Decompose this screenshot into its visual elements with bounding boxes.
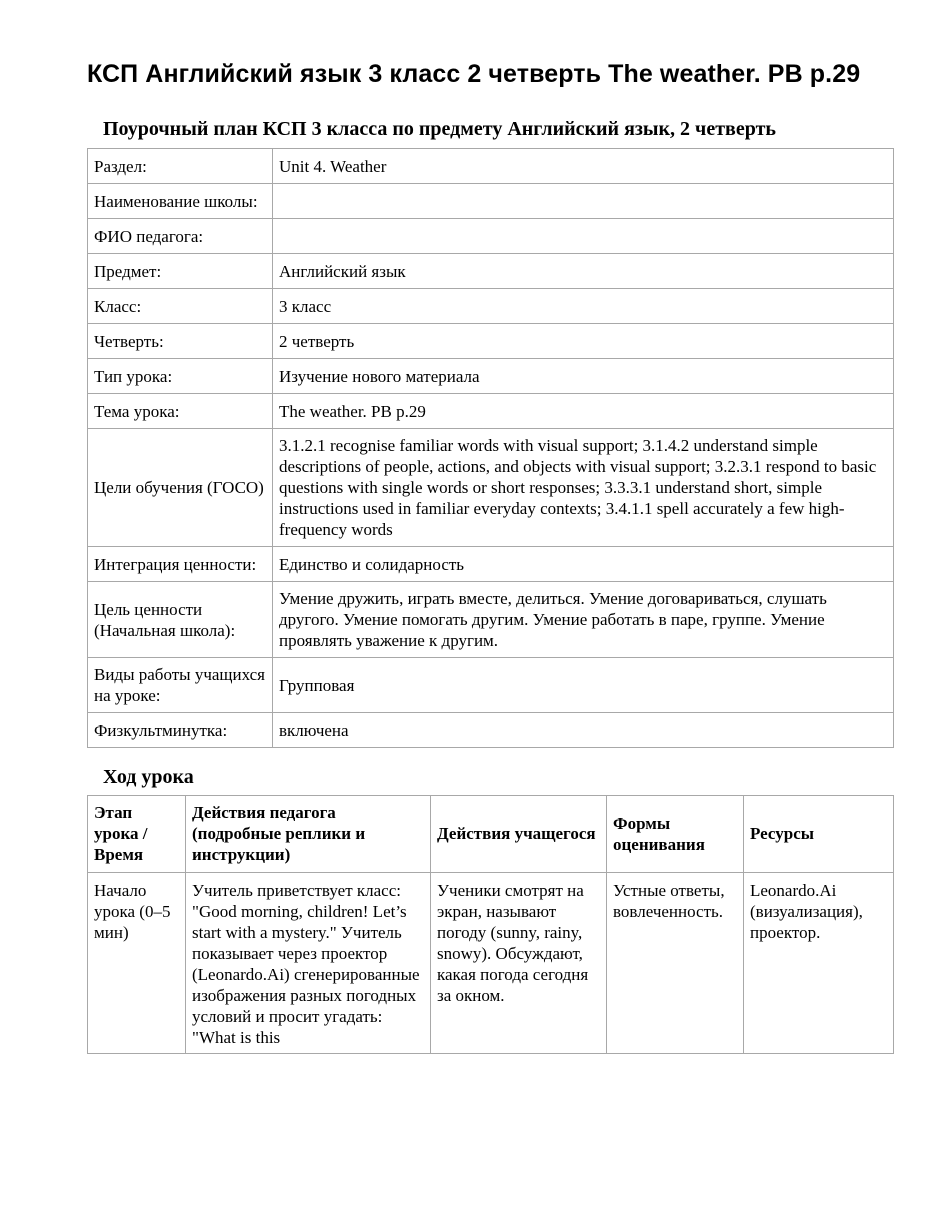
info-label: Раздел: xyxy=(88,149,273,184)
info-label: Интеграция ценности: xyxy=(88,547,273,582)
info-row xyxy=(88,219,894,254)
info-label: Четверть: xyxy=(88,324,273,359)
info-row xyxy=(88,713,894,748)
info-value: включена xyxy=(273,713,894,748)
steps-cell: Начало урока (0–5 мин) xyxy=(88,873,186,1054)
info-value xyxy=(273,219,894,254)
info-row xyxy=(88,582,894,658)
steps-column-header: Этап урока / Время xyxy=(88,796,186,873)
steps-column-header: Действия учащегося xyxy=(431,796,607,873)
info-label: ФИО педагога: xyxy=(88,219,273,254)
info-value: Единство и солидарность xyxy=(273,547,894,582)
info-row xyxy=(88,184,894,219)
info-value: 2 четверть xyxy=(273,324,894,359)
info-label: Цель ценности (Начальная школа): xyxy=(88,582,273,658)
info-row xyxy=(88,547,894,582)
info-value: Изучение нового материала xyxy=(273,359,894,394)
plan-heading: Поурочный план КСП 3 класса по предмету Английский язык, 2 четверть xyxy=(103,118,776,140)
steps-column-header: Действия педагога (подробные реплики и инструкции) xyxy=(186,796,431,873)
info-label: Наименование школы: xyxy=(88,184,273,219)
steps-column-header: Ресурсы xyxy=(744,796,894,873)
info-row xyxy=(88,394,894,429)
steps-cell: Ученики смотрят на экран, называют погоду (sunny, rainy, snowy). Обсуждают, какая погода сегодня за окном. xyxy=(431,873,607,1054)
info-label: Виды работы учащихся на уроке: xyxy=(88,658,273,713)
info-row xyxy=(88,254,894,289)
info-label: Физкультминутка: xyxy=(88,713,273,748)
info-value: Unit 4. Weather xyxy=(273,149,894,184)
info-value: Умение дружить, играть вместе, делиться. Умение договариваться, слушать другого. Умение помогать другим. Умение работать в паре, группе. Умение проявлять уважение к другим. xyxy=(273,582,894,658)
info-label: Класс: xyxy=(88,289,273,324)
info-value: Групповая xyxy=(273,658,894,713)
info-label: Предмет: xyxy=(88,254,273,289)
info-label: Тема урока: xyxy=(88,394,273,429)
info-row xyxy=(88,658,894,713)
info-value: The weather. PB p.29 xyxy=(273,394,894,429)
info-value: 3 класс xyxy=(273,289,894,324)
steps-table-body xyxy=(88,873,894,1054)
info-row xyxy=(88,324,894,359)
info-label: Цели обучения (ГОСО) xyxy=(88,429,273,547)
info-label: Тип урока: xyxy=(88,359,273,394)
info-row xyxy=(88,359,894,394)
info-row xyxy=(88,149,894,184)
info-value xyxy=(273,184,894,219)
document-page xyxy=(87,58,893,1054)
info-value: Английский язык xyxy=(273,254,894,289)
steps-header-row xyxy=(88,796,894,873)
lesson-info-table xyxy=(87,148,894,748)
steps-row xyxy=(88,873,894,1054)
lesson-steps-heading: Ход урока xyxy=(103,766,194,788)
steps-cell: Учитель приветствует класс: "Good morning, children! Let’s start with a mystery." Учитель показывает через проектор (Leonardo.Ai) сгенерированные изображения разных погодных условий и просит угадать: "What is this xyxy=(186,873,431,1054)
steps-cell: Устные ответы, вовлеченность. xyxy=(607,873,744,1054)
document-title: КСП Английский язык 3 класс 2 четверть The weather. PB p.29 xyxy=(87,60,861,88)
info-value: 3.1.2.1 recognise familiar words with visual support; 3.1.4.2 understand simple descriptions of people, actions, and objects with visual support; 3.2.3.1 respond to basic questions with single words or short responses; 3.3.3.1 understand short, simple instructions used in familiar everyday contexts; 3.4.1.1 spell accurately a few high-frequency words xyxy=(273,429,894,547)
steps-column-header: Формы оценивания xyxy=(607,796,744,873)
steps-cell: Leonardo.Ai (визуализация), проектор. xyxy=(744,873,894,1054)
info-row xyxy=(88,289,894,324)
lesson-info-body xyxy=(88,149,894,748)
info-row xyxy=(88,429,894,547)
lesson-steps-table xyxy=(87,795,894,1054)
